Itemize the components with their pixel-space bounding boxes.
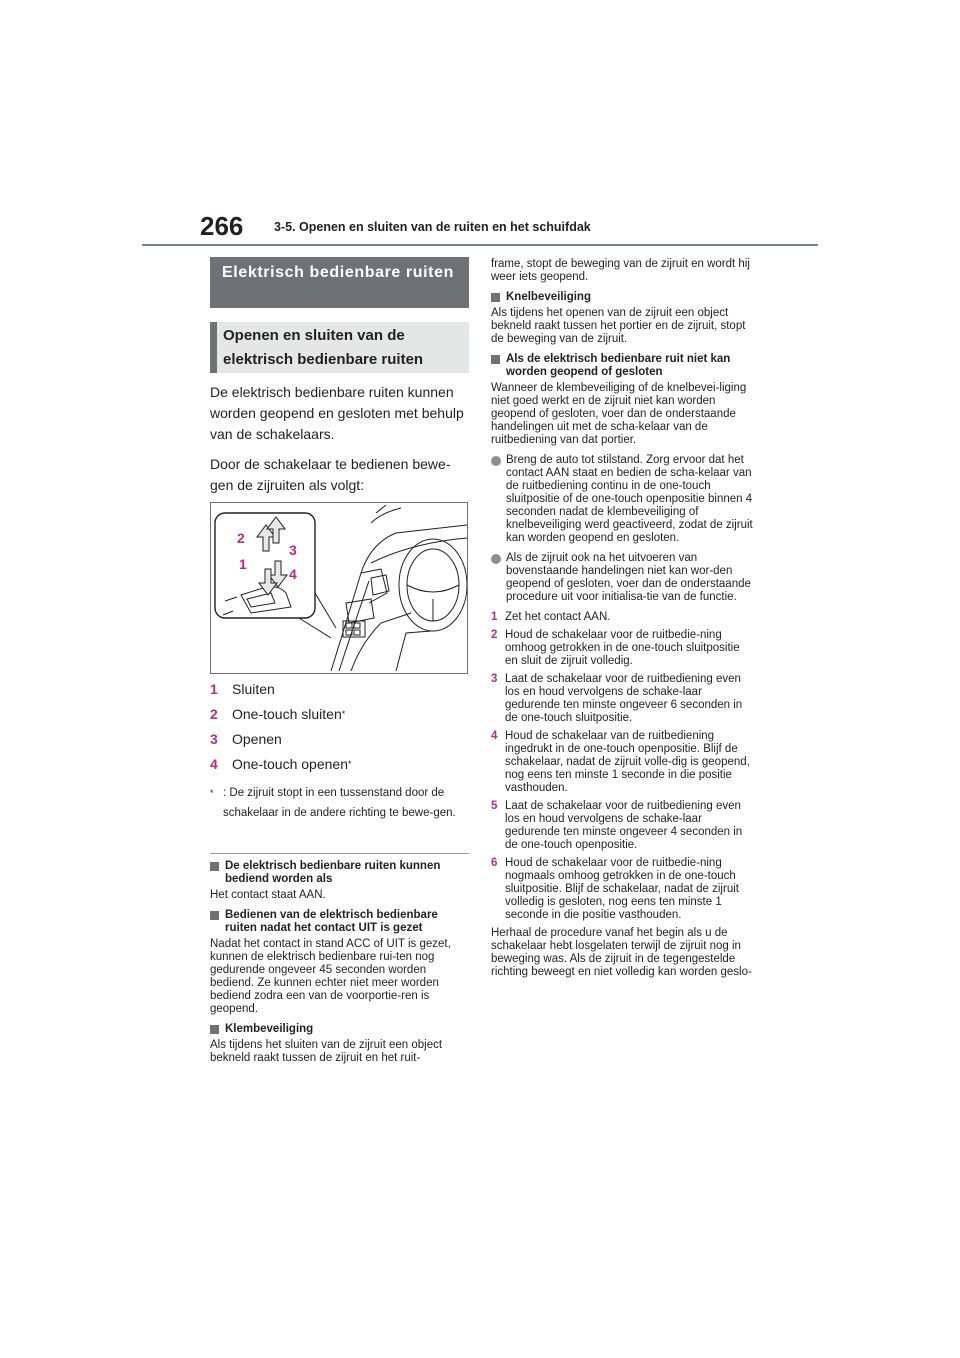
figure-legend bbox=[210, 679, 472, 779]
section-title: Elektrisch bedienbare ruiten bbox=[210, 257, 469, 308]
procedure-step: 4 Houd de schakelaar van de ruitbediening ingedrukt in de one-touch openpositie. Blijf de schakelaar, nadat de zijruit volle-dig is geopend, nog eens ten minste 1 seconde in die positie vasthouden. bbox=[491, 730, 750, 794]
legend-asterisk: * bbox=[341, 709, 346, 719]
header-rule bbox=[142, 244, 818, 246]
legend-number: 1 bbox=[210, 681, 218, 697]
circle-bullet-icon bbox=[491, 456, 501, 466]
note-text: Als tijdens het openen van de zijruit een object bekneld raakt tussen het portier en de zijruit, stopt de beweging van de zijruit. bbox=[491, 307, 746, 345]
procedure-step: 3 Laat de schakelaar voor de ruitbediening even los en houd vervolgens de schake-laar gedurende ten minste ongeveer 6 seconden in de one-touch sluitpositie. bbox=[491, 673, 743, 724]
legend-label: Sluiten bbox=[232, 681, 275, 697]
legend-item bbox=[210, 679, 472, 704]
note-heading: Als de elektrisch bedienbare ruit niet kan worden geopend of gesloten bbox=[491, 353, 753, 379]
window-switch-illustration bbox=[210, 502, 468, 674]
legend-label: Openen bbox=[232, 731, 282, 747]
illustration-svg bbox=[211, 503, 467, 673]
callout-2: 2 bbox=[237, 530, 245, 546]
legend-number: 2 bbox=[210, 706, 218, 722]
legend-asterisk: * bbox=[347, 759, 352, 769]
callout-3: 3 bbox=[289, 542, 297, 558]
legend-item bbox=[210, 729, 472, 754]
chapter-title: 3-5. Openen en sluiten van de ruiten en het schuifdak bbox=[274, 220, 591, 234]
bullet-item: Als de zijruit ook na het uitvoeren van bovenstaande handelingen niet kan wor-den geopend of gesloten, voer dan de onderstaande procedure uit voor initialisa-tie van de functie. bbox=[491, 552, 753, 604]
legend-item bbox=[210, 754, 472, 779]
note-heading: Bedienen van de elektrisch bedienbare ruiten nadat het contact UIT is gezet bbox=[210, 909, 472, 935]
square-bullet-icon bbox=[491, 355, 500, 364]
notes-column-left bbox=[210, 860, 472, 1072]
note-text: Herhaal de procedure vanaf het begin als u de schakelaar hebt losgelaten terwijl de zijruit nog in beweging was. Als de zijruit in de tegengestelde richting beweegt en niet volledig kan worden geslo- bbox=[491, 927, 752, 978]
note-heading: Klembeveiliging bbox=[210, 1023, 472, 1036]
callout-4: 4 bbox=[289, 566, 297, 582]
intro-paragraph: Door de schakelaar te bedienen bewe-gen de zijruiten als volgt: bbox=[210, 456, 451, 493]
procedure-step: 1 Zet het contact AAN. bbox=[491, 611, 611, 623]
square-bullet-icon bbox=[210, 911, 219, 920]
note-text: Als tijdens het sluiten van de zijruit een object bekneld raakt tussen de zijruit en het ruit- bbox=[210, 1039, 443, 1064]
legend-item bbox=[210, 704, 472, 729]
section-divider bbox=[210, 853, 469, 854]
section-subtitle: Openen en sluiten van de elektrisch bedienbare ruiten bbox=[210, 322, 469, 373]
note-text: Het contact staat AAN. bbox=[210, 889, 326, 901]
note-text: frame, stopt de beweging van de zijruit en wordt hij weer iets geopend. bbox=[491, 258, 750, 283]
bullet-item: Breng de auto tot stilstand. Zorg ervoor dat het contact AAN staat en bedien de scha-kelaar van de ruitbediening continu in de one-touch sluitpositie of de one-touch openpositie binnen 4 seconden nadat de klembeveiliging of knelbeveiliging werd geactiveerd, zodat de zijruit kan worden geopend en gesloten. bbox=[491, 454, 753, 545]
square-bullet-icon bbox=[210, 1025, 219, 1034]
square-bullet-icon bbox=[491, 293, 500, 302]
square-bullet-icon bbox=[210, 862, 219, 871]
procedure-step: 6 Houd de schakelaar voor de ruitbedie-ning nogmaals omhoog getrokken in de one-touch sluitpositie. Blijf de schakelaar, nadat de zijruit volledig is gesloten, nog eens ten minste 1 seconde in die positie vasthouden. bbox=[491, 857, 739, 921]
page-number: 266 bbox=[200, 211, 244, 241]
footnote-text: : De zijruit stopt in een tussenstand door de schakelaar in de andere richting te bewe-gen. bbox=[223, 787, 456, 819]
note-text: Wanneer de klembeveiliging of de knelbevei-liging niet goed werkt en de zijruit niet kan worden geopend of gesloten, voer dan de onderstaande handelingen uit met de scha-kelaar van de ruitbediening van dat portier. bbox=[491, 382, 747, 446]
legend-number: 4 bbox=[210, 756, 218, 772]
procedure-step: 2 Houd de schakelaar voor de ruitbedie-ning omhoog getrokken in de one-touch sluitpositie en sluit de zijruit volledig. bbox=[491, 629, 740, 667]
intro-text bbox=[210, 382, 472, 505]
footnote bbox=[210, 783, 472, 823]
callout-1: 1 bbox=[239, 556, 247, 572]
legend-label: One-touch sluiten bbox=[232, 706, 342, 722]
legend-label: One-touch openen bbox=[232, 756, 348, 772]
intro-paragraph: De elektrisch bedienbare ruiten kunnen worden geopend en gesloten met behulp van de schakelaars. bbox=[210, 384, 464, 442]
procedure-step: 5 Laat de schakelaar voor de ruitbediening even los en houd vervolgens de schake-laar gedurende ten minste ongeveer 4 seconden in de one-touch openpositie. bbox=[491, 800, 743, 851]
note-text: Nadat het contact in stand ACC of UIT is gezet, kunnen de elektrisch bedienbare rui-ten nog gedurende ongeveer 45 seconden worden bediend. Ze kunnen echter niet meer worden bediend zodra een van de voorportie-ren is geopend. bbox=[210, 938, 451, 1015]
note-heading: Knelbeveiliging bbox=[491, 291, 753, 304]
footnote-mark: * bbox=[210, 788, 214, 798]
circle-bullet-icon bbox=[491, 554, 501, 564]
notes-column-right bbox=[491, 258, 753, 986]
note-heading: De elektrisch bedienbare ruiten kunnen bediend worden als bbox=[210, 860, 472, 886]
legend-number: 3 bbox=[210, 731, 218, 747]
